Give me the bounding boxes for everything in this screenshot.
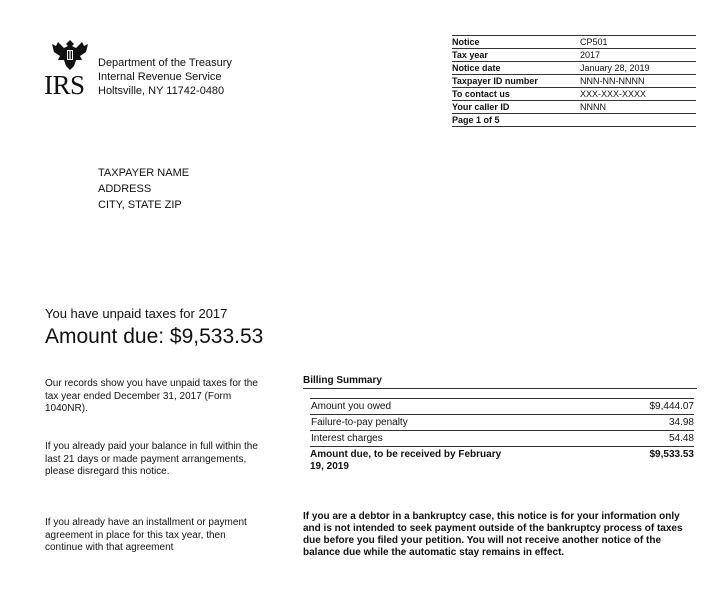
billing-total-value: $9,533.53 (649, 449, 694, 460)
notice-value: NNN-NN-NNNN (580, 76, 645, 86)
billing-summary-table (310, 398, 694, 473)
page-number: Page 1 of 5 (452, 114, 696, 127)
notice-row (452, 88, 696, 101)
billing-row (310, 415, 694, 431)
notice-row (452, 49, 696, 62)
billing-divider (303, 388, 697, 389)
billing-total-row (310, 447, 694, 473)
billing-total-label: Amount due, to be received by February 19, 2019 (310, 449, 502, 472)
agency-line: Department of the Treasury (98, 57, 232, 69)
billing-value: 54.48 (668, 433, 694, 444)
billing-row (310, 431, 694, 447)
eagle-icon (48, 38, 92, 72)
records-paragraph: Our records show you have unpaid taxes for the tax year ended December 31, 2017 (Form 1040NR). (45, 378, 258, 414)
address-line: ADDRESS (98, 183, 152, 195)
agency-line: Internal Revenue Service (98, 71, 222, 83)
notice-value: XXX-XXX-XXXX (580, 89, 647, 99)
bankruptcy-notice: If you are a debtor in a bankruptcy case, this notice is for your information only and is not intended to seek payment outside of the bankruptcy process of taxes due before you filed your petition. You will not receive another notice of the balance due while the automatic stay remains in effect. (303, 511, 683, 558)
billing-summary-title: Billing Summary (303, 375, 382, 386)
notice-label: Notice (452, 37, 480, 47)
billing-label: Failure-to-pay penalty (311, 417, 408, 428)
billing-value: $9,444.07 (649, 401, 694, 412)
notice-value: CP501 (580, 37, 608, 47)
notice-row (452, 75, 696, 88)
notice-label: Taxpayer ID number (452, 76, 538, 86)
notice-info-table (452, 35, 696, 127)
address-line: CITY, STATE ZIP (98, 199, 182, 211)
notice-value: January 28, 2019 (580, 63, 650, 73)
logo-wordmark: IRS (44, 70, 85, 100)
notice-row (452, 62, 696, 75)
notice-label: Notice date (452, 63, 501, 73)
agency-line: Holtsville, NY 11742-0480 (98, 85, 225, 97)
billing-label: Interest charges (311, 433, 383, 444)
notice-value: 2017 (580, 50, 601, 60)
amount-due-heading: Amount due: $9,533.53 (45, 325, 264, 348)
unpaid-taxes-heading: You have unpaid taxes for 2017 (45, 306, 228, 321)
billing-label: Amount you owed (311, 401, 392, 412)
notice-label: Tax year (452, 50, 488, 60)
installment-paragraph: If you already have an installment or payment agreement in place for this tax year, then continue with that agreement (45, 517, 247, 553)
notice-value: NNNN (580, 102, 606, 112)
notice-row (452, 35, 696, 49)
notice-label: Your caller ID (452, 102, 510, 112)
notice-label: To contact us (452, 89, 510, 99)
billing-row (310, 398, 694, 415)
irs-logo (44, 38, 96, 100)
agency-block (98, 56, 232, 98)
taxpayer-address (98, 165, 189, 213)
already-paid-paragraph: If you already paid your balance in full within the last 21 days or made payment arrangements, please disregard this notice. (45, 441, 258, 477)
billing-value: 34.98 (668, 417, 694, 428)
address-line: TAXPAYER NAME (98, 167, 190, 179)
notice-row (452, 101, 696, 114)
